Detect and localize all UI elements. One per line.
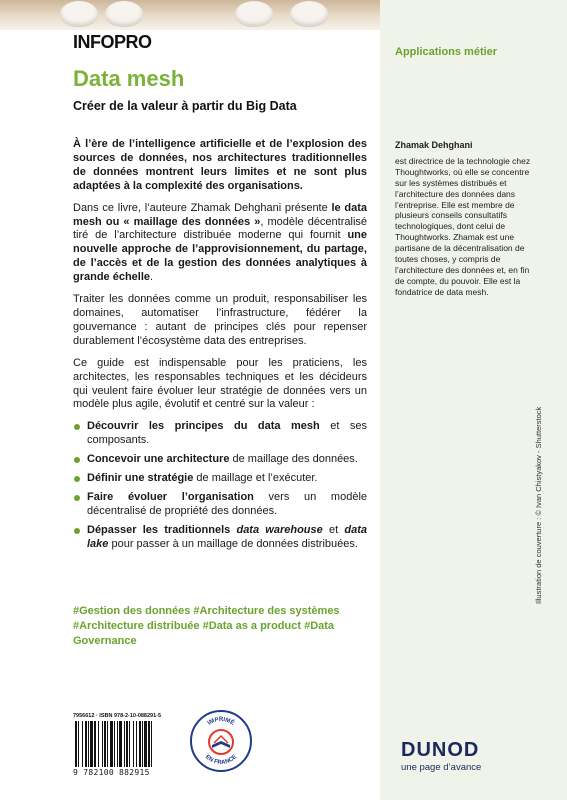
back-cover-text (73, 138, 367, 557)
publisher-tagline: une page d’avance (401, 762, 482, 773)
book-title: Data mesh (73, 66, 185, 91)
right-column-panel (380, 0, 567, 800)
cat-paw-image (60, 1, 98, 27)
svg-text:EN FRANCE (204, 754, 238, 766)
feature-list (73, 420, 367, 551)
bullet-bold: Définir une stratégie (87, 472, 194, 485)
barcode-bar (102, 721, 103, 767)
barcode-bars (73, 721, 173, 767)
list-item (73, 491, 367, 519)
p2-text-c: , modèle décentralisé tiré de l’architecture distribuée moderne qui fournit (73, 215, 368, 242)
barcode-bar (126, 721, 128, 767)
barcode-bar (136, 721, 137, 767)
series-name: INFOPRO (73, 32, 152, 52)
paragraph-2 (73, 202, 367, 285)
barcode-bar (133, 721, 134, 767)
svg-text:IMPRIMÉ (207, 717, 236, 727)
barcode-bar (94, 721, 96, 767)
paragraph-3: Traiter les données comme un produit, responsabiliser les domaines, automatiser l’infrastructure, fédérer la gouvernance : autant de principes clés pour repenser durablement l’écosystème data des entreprises. (73, 293, 367, 347)
bullet-italic: data lake (87, 523, 367, 550)
list-item (73, 524, 367, 552)
barcode-digits: 9 782100 882915 (73, 768, 150, 777)
bullet-text: pour passer à un maillage de données distribuées. (108, 537, 358, 550)
barcode-bar (129, 721, 130, 767)
bullet-text: de maillage des données. (229, 453, 358, 466)
barcode-bar (82, 721, 83, 767)
barcode-bar (142, 721, 143, 767)
author-bio (395, 140, 533, 298)
list-item (73, 420, 367, 448)
bullet-text: vers un modèle décentralisé de propriété des données. (87, 490, 367, 517)
bullet-italic: data warehouse (236, 523, 323, 536)
author-description: est directrice de la technologie chez Thoughtworks, où elle se concentre sur les systèmes distribués et l’architecture des données dans l’entreprise. Elle est membre de plusieurs conseils consultatifs technologiques, dont celui de Thoughtworks. Zhamak est une partisane de la décentralisation de toutes choses, y compris de l’architecture des données et, en fin de compte, du pouvoir. Elle est la fondatrice de data mesh. (395, 155, 531, 297)
badge-bottom-text: EN FRANCE (203, 754, 239, 767)
hashtags: #Gestion des données #Architecture des systèmes #Architecture distribuée #Data as a product #Data Governance (73, 605, 340, 647)
badge-icon (192, 712, 250, 770)
barcode-bar (75, 721, 77, 767)
paragraph-4: Ce guide est indispensable pour les praticiens, les architectes, les responsables techniques et les décideurs qui veulent faire évoluer leur stratégie de données vers un modèle plus agile, évolutif et centré sur la valeur : (73, 356, 367, 411)
barcode-bar (78, 721, 79, 767)
barcode-bar (117, 721, 118, 767)
barcode-bar (144, 721, 147, 767)
barcode-bar (85, 721, 87, 767)
barcode-bar (107, 721, 108, 767)
bullet-text: et (322, 523, 345, 536)
barcode-bar (151, 721, 152, 767)
intro-text: À l’ère de l’intelligence artificielle et de l’explosion des sources de données, nos architectures traditionnelles de données montrent leurs limites et ne sont plus adaptées à la complexité des organisations. (73, 138, 367, 192)
p2-bold-d: une nouvelle approche de l’approvisionnement, du partage, de l’accès et de la gestion des données analytiques à grande échelle (73, 229, 367, 284)
illustration-credit: Illustration de couverture : © Ivan Chistyakov - Shutterstock (534, 406, 543, 604)
list-item (73, 453, 367, 467)
cover-photo-strip (0, 0, 380, 30)
bullet-bold: Dépasser les traditionnels (87, 523, 237, 536)
barcode-bar (104, 721, 106, 767)
imprime-en-france-badge (190, 710, 252, 772)
cat-paw-image (105, 1, 143, 27)
publisher-logo: DUNOD (401, 739, 480, 761)
barcode-bar (88, 721, 89, 767)
isbn-label: 7956612 · ISBN 978-2-10-088291-5 (73, 713, 162, 719)
intro-paragraph (73, 138, 367, 194)
author-name: Zhamak Dehghani (395, 140, 473, 150)
cat-paw-image (290, 1, 328, 27)
badge-top-text: IMPRIMÉ (206, 717, 236, 727)
list-item (73, 472, 367, 486)
barcode-bar (110, 721, 113, 767)
barcode-bar (90, 721, 93, 767)
bullet-text: et ses composants. (87, 420, 368, 447)
p2-bold-b: le data mesh ou « maillage des données » (73, 201, 367, 228)
barcode-bar (114, 721, 115, 767)
barcode-bar (119, 721, 122, 767)
barcode-bar (139, 721, 141, 767)
barcode-bar (98, 721, 99, 767)
bullet-bold: Faire évoluer l’organisation (87, 490, 254, 503)
book-subtitle: Créer de la valeur à partir du Big Data (73, 99, 297, 113)
bullet-bold: Concevoir une architecture (87, 453, 230, 466)
bullet-bold: Découvrir les principes du data mesh (87, 420, 320, 433)
p2-text-a: Dans ce livre, l’auteure Zhamak Dehghani présente (73, 201, 332, 214)
bullet-text: de maillage et l’exécuter. (193, 472, 318, 485)
barcode-bar (124, 721, 125, 767)
cat-paw-image (235, 1, 273, 27)
p2-text-e: . (150, 271, 154, 284)
collection-label: Applications métier (395, 46, 498, 58)
barcode (73, 713, 175, 781)
barcode-bar (148, 721, 150, 767)
